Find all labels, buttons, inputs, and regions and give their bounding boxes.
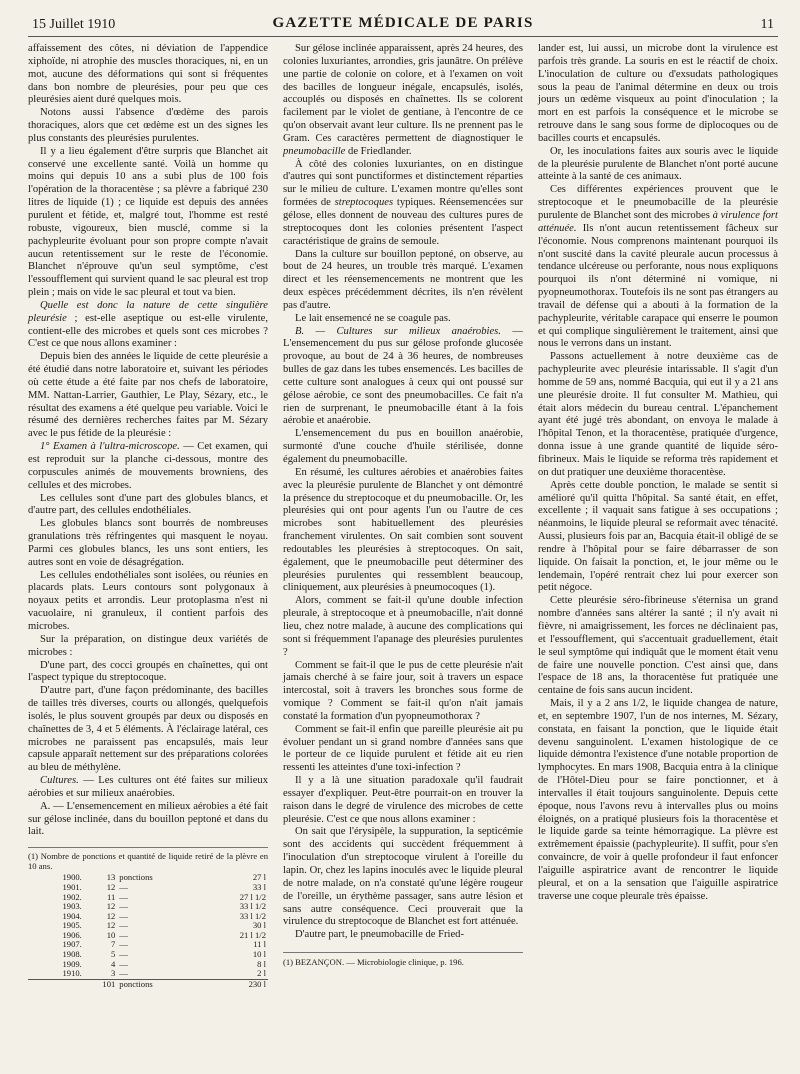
paragraph-text: Ils n'ont aucun retentissement fâcheux sur l'économie. Nous comprenons maintenant pourquoi ils n'ont suscité dans la cavité pleurale aucun processus à tendance ulcéreuse ou perforante, nous nous expliquons pourquoi ils n'ont déterminé ni vomique, ni pyopneumothorax. Toutefois ils ne sont pas étrangers au travail de défense qui a abouti à la formation de la pachypleurite, véritable carapace qui enserre le poumon et qui complique singulièrement le traitement, ainsi que nous le verrons dans un instant.: [538, 222, 778, 350]
table-year: 1907.: [62, 939, 82, 950]
column-3: [538, 43, 778, 989]
table-litres: 11 l: [253, 939, 266, 950]
footnote: [283, 952, 523, 969]
footnote-title: (1) Nombre de ponctions et quantité de liquide retiré de la plèvre en 10 ans.: [28, 851, 268, 872]
table-label: —: [119, 910, 128, 921]
table-year: 1908.: [62, 949, 82, 960]
paragraph: Comment se fait-il que le pus de cette pleurésie n'ait jamais cherché à se faire jour, soit à travers un espace intercostal, soit à travers les bronches sous forme de vomique ? Comment se fait-il qu'on n'ait jamais constaté la formation d'un pyopneumothorax ?: [283, 659, 523, 722]
table-year: 1909.: [62, 958, 82, 969]
table-label: —: [119, 929, 128, 940]
paragraph: [28, 441, 268, 492]
paragraph-text: ; est-elle aseptique ou est-elle virulente, contient-elle des microbes et quels sont ces microbes ? C'est ce que nous allons examiner :: [28, 312, 268, 350]
paragraph: affaissement des côtes, ni déviation de l'appendice xiphoïde, ni atrophie des muscles thoraciques, ni, en un mot, aucune des déformations qui sont si fréquentes dans bon nombre de pleurésies, pour peu que ces pleurésies aient duré quelques mois.: [28, 43, 268, 106]
footnote: [28, 847, 268, 989]
paragraph: Depuis bien des années le liquide de cette pleurésie a été étudié dans notre laboratoire et, suivant les périodes où cette étude a été faite par nos chefs de laboratoire, MM. Nattan-Larrier, Gauthier, Le Play, Sézary, etc., le résultat des examens a été quelque peu variable. Voici le résumé des dernières recherches faites par M. Sézary avec le pus fétide de la pleurésie :: [28, 351, 268, 440]
paragraph: [538, 184, 778, 351]
paragraph: Cette pleurésie séro-fibrineuse s'éternisa un grand nombre d'années sans altérer la santé ; il n'y avait ni fièvre, ni amaigrissement, les forces ne déclinaient pas, et l'essoufflement, qui s'accentuait graduellement, était le seul symptôme qui indiquât que le moment était venu de faire une nouvelle ponction. C'est ainsi que, dans l'espace de 18 ans, la thoracentèse fut pratiquée une centaine de fois sans aucun incident.: [538, 595, 778, 697]
table-label: —: [119, 901, 128, 912]
table-label: —: [119, 920, 128, 931]
table-year: 1902.: [62, 891, 82, 902]
paragraph: Les cellules sont d'une part des globules blancs, et d'autre part, des cellules endothéliales.: [28, 492, 268, 517]
paragraph: Les cellules endothéliales sont isolées, ou réunies en placards plats. Leurs contours sont polygonaux à noyaux petits et arrondis. Leur protoplasma n'est ni vacuolaire, ni granuleux, il contient parfois des microbes.: [28, 569, 268, 632]
table-litres: 8 l: [257, 958, 266, 969]
paragraph: Comment se fait-il enfin que pareille pleurésie ait pu évoluer pendant un si grand nombre d'années sans que le porteur de ce liquide purulent et fétide ait eu rien ressenti les atteintes d'une toxi-infection ?: [283, 723, 523, 774]
journal-title: GAZETTE MÉDICALE DE PARIS: [272, 15, 534, 31]
table-label: —: [119, 881, 128, 892]
paragraph: En résumé, les cultures aérobies et anaérobies faites avec la pleurésie purulente de Blanchet y ont démontré la présence du streptocoque et du pneumobacille. Or, les pleurésies qui ont pour agents l'un ou l'autre de ces microbes sont habituellement des pleurésies franchement virulentes. On sait combien sont souvent redoutables les pleurésies à streptocoques. On sait, également, que le pneumobacille peut déterminer des pleurésies purulentes qui ressemblent beaucoup, cliniquement, aux pleurésies à pneumocoques (1).: [283, 466, 523, 594]
emphasis: Cultures.: [40, 775, 79, 787]
paragraph: [283, 159, 523, 249]
column-1: [28, 43, 268, 989]
paragraph: Dans la culture sur bouillon peptoné, on observe, au bout de 24 heures, un trouble très marqué. L'examen direct et les réensemencements ne montrent que les deux espèces précédemment décrites, ils n'en révèlent pas d'autre.: [283, 248, 523, 311]
paragraph-text: Sur gélose inclinée apparaissent, après 24 heures, des colonies luxuriantes, arrondies, gris jaunâtre. On prélève une partie de colonie on colore, et à l'examen on voit des bacilles de longueur inégale, encapsulés, isolés, accouplés ou disposés en chaînettes. Ils se colorent facilement par le violet de gentiane, à l'encontre de ce qu'on observait avant leur culture. Ils ne prennent pas le Gram. Ces caractères permettent de diagnostiquer le: [283, 43, 523, 144]
paragraph: Il y a là une situation paradoxale qu'il faudrait essayer d'expliquer. Peut-être pourrait-on en trouver la raison dans le degré de virulence des microbes de cette pleurésie. C'est ce que nous allons examiner :: [283, 775, 523, 825]
table-year: 1904.: [62, 910, 82, 921]
table-row: [28, 969, 268, 979]
paragraph: Les globules blancs sont bourrés de nombreuses granulations très réfringentes qui masquent le noyau. Parmi ces globules blancs, les uns sont entiers, les autres sont en voie de désagrégation.: [28, 518, 268, 568]
emphasis: streptocoques: [334, 197, 394, 209]
column-2: [283, 43, 523, 989]
table-litres: 30 l: [252, 920, 266, 931]
table-count: 12: [106, 920, 116, 931]
page-header: [28, 8, 778, 37]
paragraph: Après cette double ponction, le malade se sentit si amélioré qu'il quitta l'hôpital. Sa santé était, en effet, excellente ; il vaquait sans fatigue à ses occupations ; néanmoins, le liquide pleural se reformait avec ténacité. Aussi, plusieurs fois par an, Bacquia était-il obligé de se rendre à l'hôpital pour se faire débarrasser de son liquide. On faisait la ponction, et, le jour même ou le lendemain, l'opéré rentrait chez lui pour exercer son petit négoce.: [538, 479, 778, 594]
table-year: 1906.: [62, 929, 82, 940]
table-count: 10: [106, 929, 116, 940]
paragraph: lander est, lui aussi, un microbe dont la virulence est parfois très grande. La souris en est le réactif de choix. L'inoculation de culture ou d'exsudats pathologiques sous la peau de l'animal détermine en deux ou trois jours un œdème visqueux au point d'inoculation ; la mort en est parfois la conséquence et le microbe se retrouve dans le sang sous forme de diplocoques ou de bacilles courts et encapsulés.: [538, 43, 778, 144]
table-count: 4: [111, 958, 116, 969]
paragraph: Sur la préparation, on distingue deux variétés de microbes :: [28, 633, 268, 658]
table-litres: 21 l 1/2: [239, 929, 266, 940]
table-label: —: [119, 891, 128, 902]
table-year: 1910.: [62, 968, 82, 979]
emphasis: B. — Cultures sur milieux anaérobies.: [295, 325, 501, 337]
paragraph: D'autre part, d'une façon prédominante, des bacilles de tailles très diverses, courts ou allongés, quelquefois isolés, le plus souvent groupés par deux ou disposés en chaînettes de 3, 4 et 5 éléments. À l'éclairage latéral, ces microbes ne paraissent pas encapsulés, mais leur capsule apparaît nettement sur des préparations colorées au bleu de méthylène.: [28, 685, 268, 774]
paragraph: D'autre part, le pneumobacille de Fried-: [295, 929, 464, 941]
table-litres: 10 l: [252, 949, 266, 960]
table-label: —: [119, 939, 128, 950]
table-label: —: [119, 958, 128, 969]
table-year: 1901.: [62, 881, 82, 892]
table-litres: 2 l: [257, 968, 266, 979]
footnote-text: (1) BEZANÇON. — Microbiologie clinique, p. 196.: [283, 957, 464, 968]
table-count: 3: [111, 968, 116, 979]
paragraph: D'une part, des cocci groupés en chaînettes, qui ont l'aspect typique du streptocoque.: [28, 659, 268, 684]
paragraph-text: — L'ensemencement du pus sur gélose profonde glucosée provoque, au bout de 24 à 36 heures, de nombreuses bulles de gaz dans les tubes ensemencés. Les bacilles de cette culture sont analogues à ceux qui ont poussé sur gélose aérobie, ce sont des pneumobacilles. Ce fait n'a rien de surprenant, le pneumobacille étant à la fois aérobie et anaérobie.: [283, 325, 523, 427]
paragraph-text: À côté des colonies luxuriantes, on en distingue d'autres qui sont punctiformes et distinctement réparties sur le milieu de culture. L'examen montre qu'elles sont formées de: [283, 158, 523, 209]
table-count: 12: [106, 881, 116, 892]
table-count: 11: [107, 891, 116, 902]
table-label: —: [119, 949, 128, 960]
paragraph: [283, 326, 523, 429]
emphasis: Quelle est donc la nature de cette singulière pleurésie: [28, 299, 268, 324]
table-count: 13: [106, 872, 116, 883]
table-count: 7: [111, 939, 116, 950]
emphasis: à virulence fort atténuée.: [538, 209, 779, 234]
table-count: 12: [106, 910, 116, 921]
table-count: 5: [111, 949, 116, 960]
emphasis: pneumobacille: [283, 145, 346, 157]
issue-date: 15 Juillet 1910: [32, 17, 116, 32]
paragraph: Le lait ensemencé ne se coagule pas.: [295, 312, 451, 324]
table-label: ponctions: [119, 872, 153, 883]
paragraph-text: Ces différentes expériences prouvent que le streptocoque et le pneumobacille de la pleurésie purulente de Blanchet sont des microbes: [538, 184, 778, 221]
total-label: ponctions: [117, 979, 206, 989]
paragraph-text: de Friedlander.: [345, 145, 412, 157]
paragraph: Il y a lieu également d'être surpris que Blanchet ait conservé une excellente santé. Voilà un homme qu moins qui depuis 10 ans a subi plus de 100 fois l'opération de la thoracentèse ; sa plèvre a fabriqué 230 litres de liquide (1) ; ce liquide est depuis des années purulent et fétide, et, malgré tout, l'homme est resté robuste, vigoureux, bien musclé, comme si la pachypleurite évoluant pour son propre compte n'avait aucun retentissement sur le reste de l'économie. Blanchet n'éprouve qu'un seul symptôme, c'est l'essoufflement qui survient quand le sac pleural est trop plein ; mais on vide le sac pleural et tout va bien.: [28, 145, 268, 299]
paragraph: [283, 43, 523, 159]
total-count: 101: [84, 979, 117, 989]
table-litres: 27 l: [252, 872, 266, 883]
article-columns: [28, 43, 778, 989]
table-label: —: [119, 968, 128, 979]
paragraph: Notons aussi l'absence d'œdème des parois thoraciques, alors que cet œdème est un des signes les plus constants des pleurésies purulentes.: [28, 107, 268, 144]
table-year: 1905.: [62, 920, 82, 931]
paragraph: [28, 300, 268, 351]
table-litres: 33 l 1/2: [239, 910, 266, 921]
punctures-table: [28, 873, 268, 989]
table-litres: 33 l 1/2: [239, 901, 266, 912]
paragraph: [28, 775, 268, 801]
paragraph: A. — L'ensemencement en milieux aérobies a été fait sur gélose inclinée, dans du bouillon peptoné et dans du lait.: [28, 800, 268, 838]
table-year: 1900.: [62, 872, 82, 883]
paragraph-text: — Cet examen, qui est reproduit sur la planche ci-dessous, montre des corpuscules animés de mouvements browniens, des cellules et des microbes.: [28, 441, 268, 491]
table-year: 1903.: [62, 901, 82, 912]
total-litres: 230 l: [207, 979, 268, 989]
table-count: 12: [106, 901, 116, 912]
table-litres: 33 l: [252, 881, 266, 892]
paragraph-text: typiques. Réensemencées sur gélose, elles donnent de nouveau des cultures pures de streptocoques dont les colonies présentent l'aspect caractéristique de grains de semoule.: [283, 197, 523, 247]
paragraph: Mais, il y a 2 ans 1/2, le liquide changea de nature, et, en septembre 1907, l'un de nos internes, M. Sézary, constata, en faisant la ponction, que le liquide était devenu sanguinolent. L'examen histologique de ce liquide démontra l'existence d'une notable proportion de lymphocytes. En mars 1908, Bacquia entra à la clinique de l'Hôtel-Dieu pour se faire ponctionner, et à intervalles il était toujours sanguinolente. Depuis cette époque, nous l'avons revu à intervalles plus ou moins éloignés, on a pratiqué plusieurs fois la thoracentèse et le liquide garde sa teinte hémorragique. La plèvre est extrêmement épaissie (pachypleurite). Il suffit, pour s'en convaincre, de voir à quelle profondeur il faut enfoncer l'aiguille aspiratrice avant de rencontrer le liquide pleural, et on a la sensation que l'aiguille aspiratrice traverse une coque pleurale très épaisse.: [538, 698, 778, 902]
paragraph: Or, les inoculations faites aux souris avec le liquide de la pleurésie purulente de Blanchet n'ont porté aucune atteinte à la santé de ces animaux.: [538, 145, 778, 183]
table-total-row: [28, 979, 268, 989]
paragraph: Passons actuellement à notre deuxième cas de pachypleurite avec pleurésie intarissable. Il s'agit d'un homme de 59 ans, nommé Bacquia, qui eut il y a 21 ans une pleurésie droite. Il fut consulter M. Mathieu, qui était alors médecin du bureau central. L'épanchement ayant été jugé très abondant, on envoya le malade à l'hôpital Tenon, et la thoracentèse, pratiquée d'urgence, donna issue à une grande quantité de liquide séro-fibrineux. Mais le liquide se reforma très rapidement et on dut pratiquer une deuxième thoracentèse.: [538, 351, 778, 478]
paragraph-text: — Les cultures ont été faites sur milieux aérobies et sur milieux anaérobies.: [28, 775, 268, 799]
table-litres: 27 l 1/2: [239, 891, 266, 902]
paragraph: On sait que l'érysipèle, la suppuration, la septicémie sont des accidents qui succèdent fréquemment à l'inoculation d'un streptocoque virulent à l'oreille du lapin. Or, chez les lapins inoculés avec le liquide pleural de notre malade, on n'a constaté qu'une légère rougeur de l'oreille, un érythème passager, sans autre lésion et sans autre conséquence. Ceci prouverait que la virulence du streptocoque de Blanchet est fort atténuée.: [283, 826, 523, 928]
emphasis: 1° Examen à l'ultra-microscope.: [40, 441, 180, 453]
page-number: 11: [760, 17, 774, 32]
paragraph: Alors, comment se fait-il qu'une double infection pleurale, à streptocoque et à pneumobacille, n'ait donné lieu, chez notre malade, à aucune des complications qui sont si fréquemment l'apanage des pleurésies purulentes ?: [283, 595, 523, 658]
paragraph: L'ensemencement du pus en bouillon anaérobie, surmonté d'une couche d'huile stérilisée, donne également du pneumobacille.: [283, 428, 523, 465]
